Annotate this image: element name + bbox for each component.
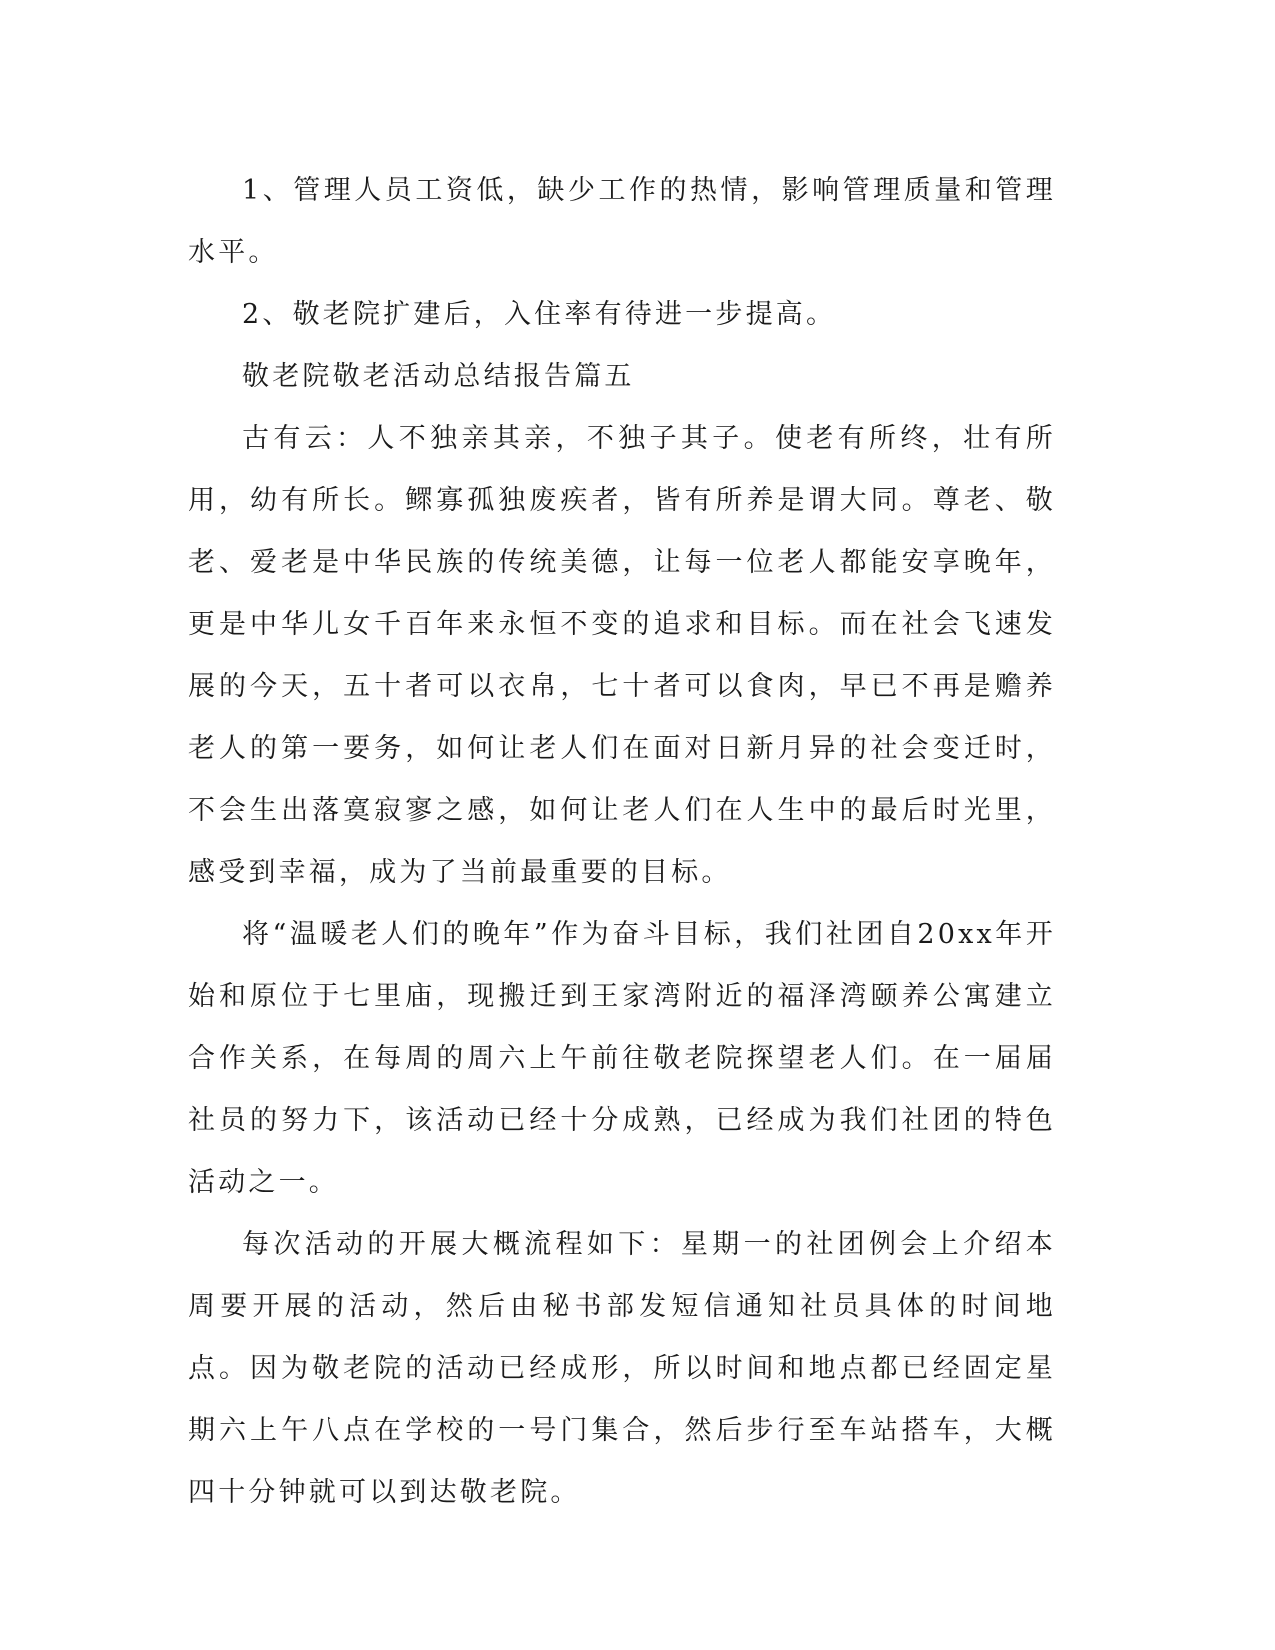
paragraph-issue-1: 1、管理人员工资低，缺少工作的热情，影响管理质量和管理水平。 (188, 175, 1056, 268)
document-body (188, 160, 1056, 1524)
paragraph-process: 每次活动的开展大概流程如下：星期一的社团例会上介绍本周要开展的活动，然后由秘书部发短信通知社员具体的时间地点。因为敬老院的活动已经成形，所以时间和地点都已经固定星期六上午八点在学校的一号门集合，然后步行至车站搭车，大概四十分钟就可以到达敬老院。 (188, 1229, 1056, 1508)
section-heading: 敬老院敬老活动总结报告篇五 (242, 361, 635, 392)
paragraph-partnership: 将“温暖老人们的晚年”作为奋斗目标，我们社团自20xx年开始和原位于七里庙，现搬迁到王家湾附近的福泽湾颐养公寓建立合作关系，在每周的周六上午前往敬老院探望老人们。在一届届社员的努力下，该活动已经十分成熟，已经成为我们社团的特色活动之一。 (188, 919, 1056, 1198)
paragraph-issue-2: 2、敬老院扩建后，入住率有待进一步提高。 (242, 299, 837, 330)
paragraph-intro: 古有云：人不独亲其亲，不独子其子。使老有所终，壮有所用，幼有所长。鳏寡孤独废疾者，皆有所养是谓大同。尊老、敬老、爱老是中华民族的传统美德，让每一位老人都能安享晚年，更是中华儿女千百年来永恒不变的追求和目标。而在社会飞速发展的今天，五十者可以衣帛，七十者可以食肉，早已不再是赡养老人的第一要务，如何让老人们在面对日新月异的社会变迁时，不会生出落寞寂寥之感，如何让老人们在人生中的最后时光里，感受到幸福，成为了当前最重要的目标。 (188, 423, 1056, 888)
